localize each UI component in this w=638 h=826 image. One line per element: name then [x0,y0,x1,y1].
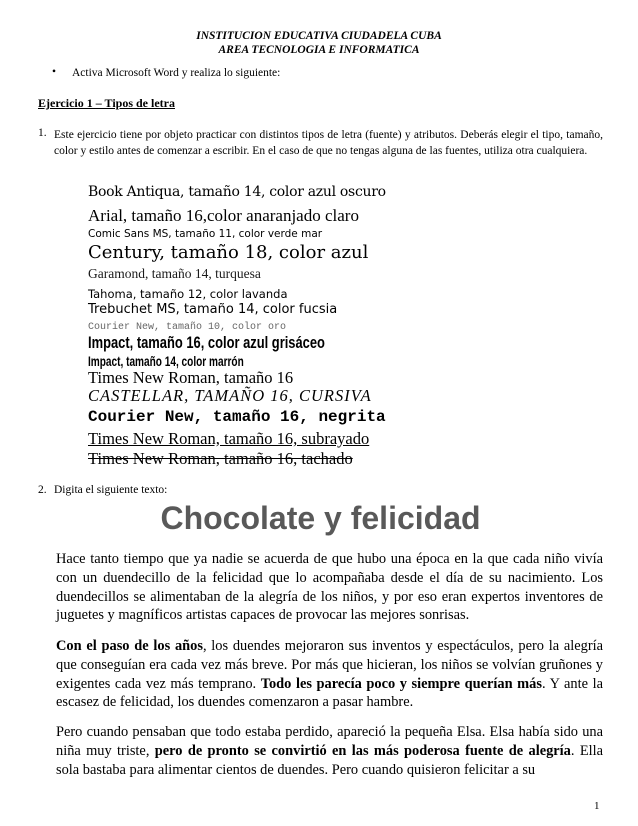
font-sample: Times New Roman, tamaño 16, subrayado [88,429,370,448]
font-sample: Courier New, tamaño 16, negrita [88,408,386,426]
font-sample: Century, tamaño 18, color azul [88,242,369,263]
font-sample: Comic Sans MS, tamaño 11, color verde mar [88,228,323,240]
bold-phrase: pero de pronto se convirtió en las más poderosa fuente de alegría [154,742,571,759]
font-sample: Times New Roman, tamaño 16 [88,368,294,387]
item-1-text: Este ejercicio tiene por objeto practicar con distintos tipos de letra (fuente) y atributos. Deberás elegir el tipo, tamaño, color y estilo antes de comenzar a escribir. En el caso de que no tengas alguna de las fuentes, utiliza otra cualquiera. [54,129,603,157]
font-sample: Book Antiqua, tamaño 14, color azul oscuro [88,184,386,200]
story-paragraph-2 [56,637,603,712]
paragraph-text: . Y ante la escasez de felicidad, los duendes comenzaron a pasar hambre. [56,675,603,711]
font-sample: Tahoma, tamaño 12, color lavanda [88,287,288,301]
bold-phrase: Todo les parecía poco y siempre querían más [260,675,542,692]
bullet-marker: • [52,66,57,78]
font-sample: Garamond, tamaño 14, turquesa [88,266,261,281]
font-sample: Impact, tamaño 16, color azul grisáceo [88,333,325,352]
exercise-title: Ejercicio 1 – Tipos de letra [38,96,175,110]
paragraph-text: . Ella sola bastaba para alimentar cientos de duendes. Pero cuando quisieron felicitar a su [56,742,603,778]
font-sample: Trebuchet MS, tamaño 14, color fucsia [88,302,338,317]
paragraph-text: , los duendes mejoraron sus inventos y espectáculos, pero la alegría que conseguían era cada vez más breve. Por más que hicieran, los niños se volvían gruñones y exigentes cada vez más temprano. [56,638,604,692]
font-sample: Impact, tamaño 14, color marrón [88,353,244,369]
header-institution: INSTITUCION EDUCATIVA CIUDADELA CUBA [196,30,442,42]
story-paragraph-3 [56,723,603,779]
header-area: AREA TECNOLOGIA E INFORMATICA [218,44,420,56]
story-title: Chocolate y felicidad [160,500,481,536]
bold-phrase: Con el paso de los años [56,638,203,654]
page-number: 1 [594,800,600,812]
item-2-text: Digita el siguiente texto: [54,484,168,496]
font-sample: Times New Roman, tamaño 16, tachado [88,449,353,468]
font-sample: Arial, tamaño 16,color anaranjado claro [88,206,359,225]
item-number-1: 1. [38,127,47,139]
font-sample: Courier New, tamaño 10, color oro [88,322,287,333]
intro-instruction: Activa Microsoft Word y realiza lo siguiente: [72,67,281,79]
font-sample: CASTELLAR, TAMAÑO 16, CURSIVA [88,386,372,405]
story-paragraph-1: Hace tanto tiempo que ya nadie se acuerda de que hubo una época en la que cada niño vivía con un duendecillo de la felicidad que lo acompañaba desde el día de su nacimiento. Los duendecillos se alimentaban de la alegría de los niños, y por eso eran expertos inventores de juguetes y magníficos artistas capaces de provocar las mejores sonrisas. [56,551,603,624]
paragraph-text: Pero cuando pensaban que todo estaba perdido, apareció la pequeña Elsa. Elsa había sido una niña muy triste, [56,724,603,759]
item-number-2: 2. [38,484,47,496]
